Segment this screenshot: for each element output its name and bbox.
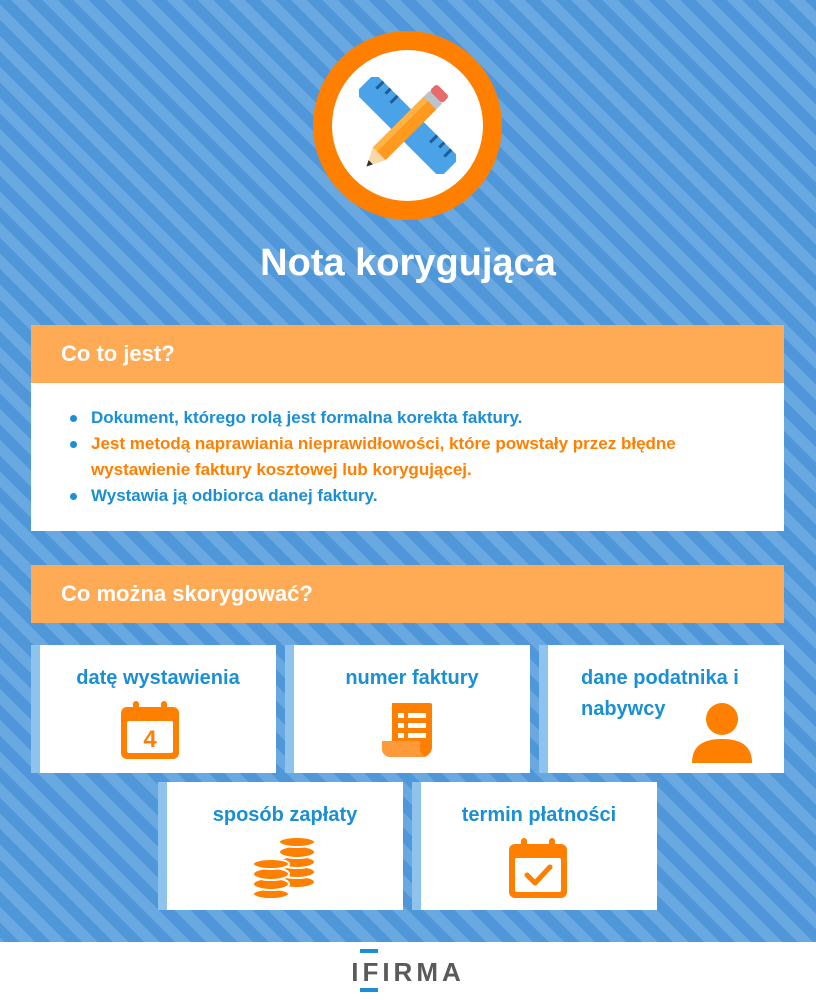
- bullet-list: [91, 405, 754, 509]
- section-header-what-is-it: Co to jest?: [31, 325, 784, 383]
- list-item: Wystawia ją odbiorca danej faktury.: [91, 483, 754, 509]
- card-invoice-number: [285, 645, 530, 773]
- brand-accent-bottom: [360, 988, 378, 992]
- info-box: [31, 383, 784, 531]
- card-label: termin płatności: [461, 804, 617, 826]
- card-label: datę wystawienia: [76, 667, 240, 689]
- card-label: sposób zapłaty: [212, 804, 358, 826]
- card-label: dane podatnika i nabywcy: [581, 667, 739, 720]
- list-item: Jest metodą naprawiania nieprawidłowości, które powstały przez błędne wystawienie faktury kosztowej lub korygującej.: [91, 431, 754, 483]
- pencil-ruler-icon: [359, 77, 456, 174]
- card-taxpayer-data: [539, 645, 784, 773]
- brand-accent-top: [360, 949, 378, 953]
- section-header-what-can-be-corrected: Co można skorygować?: [31, 565, 784, 623]
- calendar-day-number: 4: [143, 726, 157, 753]
- logo-badge-inner: [332, 50, 483, 201]
- list-item: Dokument, którego rolą jest formalna korekta faktury.: [91, 405, 754, 431]
- card-issue-date: [31, 645, 276, 773]
- page-title: Nota korygująca: [260, 242, 556, 284]
- card-label: numer faktury: [345, 667, 479, 689]
- brand-logo: IFIRMA: [351, 957, 465, 987]
- document-icon: [380, 701, 434, 759]
- footer: [0, 942, 816, 1000]
- coins-icon: [251, 836, 317, 900]
- card-payment-method: [158, 782, 403, 910]
- calendar-icon: [119, 699, 181, 761]
- person-icon: [690, 701, 754, 765]
- calendar-check-icon: [507, 836, 569, 900]
- card-payment-deadline: [412, 782, 657, 910]
- logo-badge: [313, 31, 502, 220]
